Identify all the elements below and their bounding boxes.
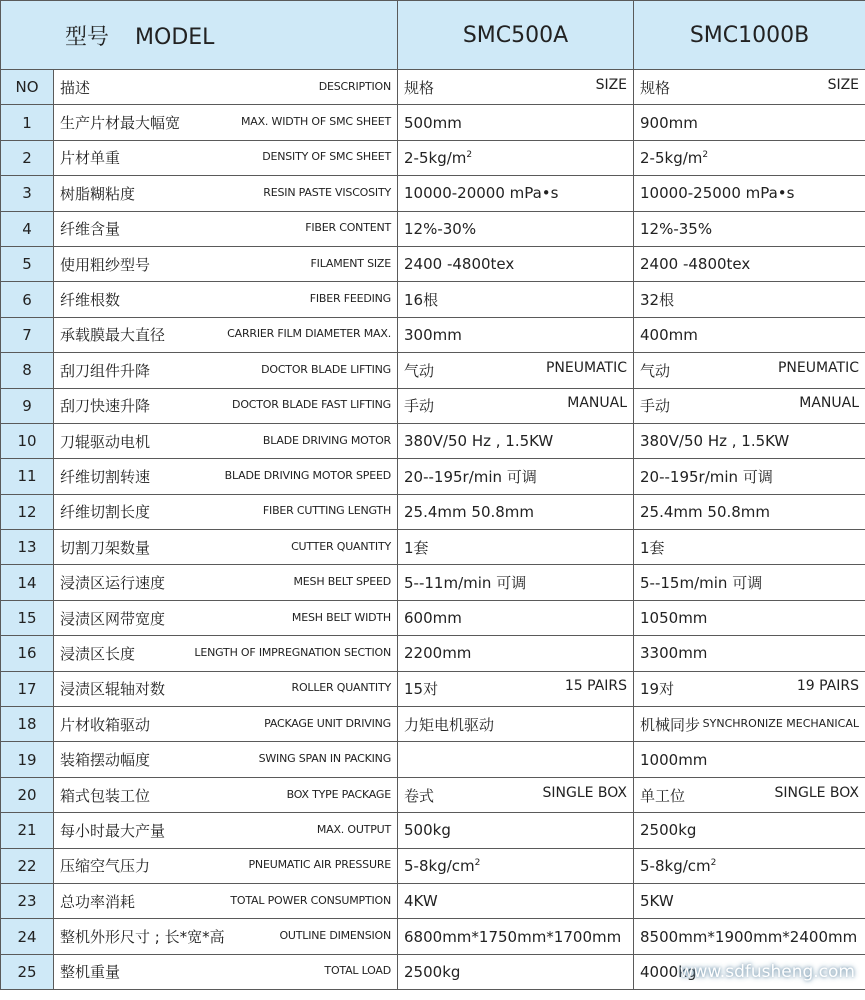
- value-a: 2500kg: [404, 962, 461, 981]
- row-number: 15: [1, 600, 54, 635]
- table-row: [1, 494, 865, 529]
- description-cn: 总功率消耗: [60, 892, 136, 911]
- value-b-cell: [634, 105, 865, 140]
- description-en: FILAMENT SIZE: [310, 256, 392, 270]
- value-b: 25.4mm 50.8mm: [640, 502, 771, 521]
- size-header-b-en: SIZE: [827, 76, 860, 93]
- table-row: [1, 919, 865, 954]
- row-description: [54, 211, 398, 246]
- table-row: [1, 317, 865, 352]
- row-description: [54, 742, 398, 777]
- value-b-cell: [634, 777, 865, 812]
- description-en: DOCTOR BLADE LIFTING: [261, 362, 392, 376]
- value-b-cell: [634, 140, 865, 175]
- value-b-cell: [634, 176, 865, 211]
- value-b: 3300mm: [640, 644, 708, 663]
- description-cn: 浸渍区网带宽度: [60, 609, 166, 628]
- value-b: 10000-25000 mPa•s: [640, 184, 795, 203]
- value-a-cell: [398, 848, 634, 883]
- value-a: 500kg: [404, 821, 451, 840]
- subheader-row: [1, 70, 865, 105]
- row-description: [54, 600, 398, 635]
- value-a: 卷式: [404, 786, 435, 805]
- table-row: [1, 883, 865, 918]
- row-number: 23: [1, 883, 54, 918]
- description-cn: 纤维含量: [60, 220, 121, 239]
- value-b-cell: [634, 565, 865, 600]
- table-row: [1, 636, 865, 671]
- description-cn: 切割刀架数量: [60, 538, 151, 557]
- row-number: 25: [1, 954, 54, 989]
- value-a-cell: [398, 388, 634, 423]
- table-row: [1, 282, 865, 317]
- description-en: FIBER CONTENT: [305, 221, 392, 235]
- row-description: [54, 494, 398, 529]
- table-row: [1, 707, 865, 742]
- value-b-cell: [634, 388, 865, 423]
- table-row: [1, 777, 865, 812]
- value-a: 1套: [404, 538, 429, 557]
- table-row: [1, 459, 865, 494]
- value-a-cell: [398, 813, 634, 848]
- row-number: 11: [1, 459, 54, 494]
- description-cn: 纤维根数: [60, 291, 121, 310]
- value-b-en: SYNCHRONIZE MECHANICAL: [702, 716, 860, 730]
- value-a-cell: [398, 317, 634, 352]
- row-number: 12: [1, 494, 54, 529]
- value-a-en: PNEUMATIC: [545, 359, 628, 376]
- value-a-cell: [398, 246, 634, 281]
- value-b: 1050mm: [640, 609, 708, 628]
- value-b-cell: [634, 707, 865, 742]
- description-cn: 纤维切割转速: [60, 467, 151, 486]
- table-row: [1, 530, 865, 565]
- model-header-cn: 型号: [65, 24, 110, 50]
- value-a: 300mm: [404, 325, 462, 344]
- value-a: 380V/50 Hz , 1.5KW: [404, 432, 554, 451]
- value-b-cell: [634, 282, 865, 317]
- row-description: [54, 459, 398, 494]
- size-header-a-en: SIZE: [595, 76, 628, 93]
- value-b: 8500mm*1900mm*2400mm: [640, 927, 858, 946]
- table-row: [1, 246, 865, 281]
- value-a: 25.4mm 50.8mm: [404, 502, 535, 521]
- value-b-en: PNEUMATIC: [777, 359, 860, 376]
- value-b-cell: [634, 423, 865, 458]
- row-description: [54, 919, 398, 954]
- description-en: CARRIER FILM DIAMETER MAX.: [227, 327, 392, 341]
- value-b: 5KW: [640, 892, 674, 911]
- description-cn: 箱式包装工位: [60, 786, 151, 805]
- row-description: [54, 954, 398, 989]
- value-a: $5-8kg/cm^2$: [404, 856, 481, 875]
- description-cn: 使用粗纱型号: [60, 255, 151, 274]
- description-en: DOCTOR BLADE FAST LIFTING: [232, 398, 392, 412]
- value-a: 500mm: [404, 113, 462, 132]
- row-number: 19: [1, 742, 54, 777]
- value-a-cell: [398, 459, 634, 494]
- value-b-cell: [634, 211, 865, 246]
- row-description: [54, 671, 398, 706]
- value-b-cell: [634, 883, 865, 918]
- row-number: 9: [1, 388, 54, 423]
- size-header-a: [398, 70, 634, 105]
- value-b: 机械同步: [640, 715, 701, 734]
- description-cn: 纤维切割长度: [60, 503, 151, 522]
- row-description: [54, 813, 398, 848]
- no-header: NO: [1, 70, 54, 105]
- row-description: [54, 707, 398, 742]
- value-a-cell: [398, 530, 634, 565]
- value-b-cell: [634, 530, 865, 565]
- value-a: 手动: [404, 397, 435, 416]
- description-en: RESIN PASTE VISCOSITY: [263, 185, 392, 199]
- value-a: 2400 -4800tex: [404, 255, 515, 274]
- row-description: [54, 105, 398, 140]
- size-header-a-cn: 规格: [404, 78, 435, 97]
- row-description: [54, 530, 398, 565]
- description-cn: 压缩空气压力: [60, 857, 151, 876]
- value-b: 气动: [640, 361, 671, 380]
- value-b-en: SINGLE BOX: [774, 784, 860, 801]
- value-b: 900mm: [640, 113, 698, 132]
- row-description: [54, 565, 398, 600]
- description-header-cn: 描述: [60, 78, 91, 97]
- value-b: $2-5kg/m^2$: [640, 148, 709, 167]
- value-b: 手动: [640, 397, 671, 416]
- value-b-cell: [634, 671, 865, 706]
- value-a: 4KW: [404, 892, 438, 911]
- description-en: TOTAL POWER CONSUMPTION: [230, 893, 392, 907]
- table-row: [1, 105, 865, 140]
- row-description: [54, 777, 398, 812]
- value-b: 20--195r/min 可调: [640, 467, 773, 486]
- value-b-cell: [634, 600, 865, 635]
- value-b: 5--15m/min 可调: [640, 574, 763, 593]
- value-b: 400mm: [640, 325, 698, 344]
- description-en: PACKAGE UNIT DRIVING: [264, 716, 392, 730]
- table-row: [1, 423, 865, 458]
- value-b: 1套: [640, 538, 665, 557]
- value-a-cell: [398, 777, 634, 812]
- model-header-en: MODEL: [135, 24, 215, 50]
- value-a-cell: [398, 494, 634, 529]
- value-a-cell: [398, 883, 634, 918]
- description-cn: 浸渍区长度: [60, 644, 136, 663]
- description-en: BOX TYPE PACKAGE: [286, 787, 392, 801]
- row-description: [54, 140, 398, 175]
- value-b-cell: [634, 494, 865, 529]
- row-number: 8: [1, 353, 54, 388]
- description-cn: 装箱摆动幅度: [60, 751, 151, 770]
- description-cn: 承载膜最大直径: [60, 326, 166, 345]
- header-row: [1, 1, 865, 70]
- value-a: 2200mm: [404, 644, 472, 663]
- row-number: 2: [1, 140, 54, 175]
- row-description: [54, 883, 398, 918]
- description-en: OUTLINE DIMENSION: [279, 929, 392, 943]
- description-cn: 刮刀快速升降: [60, 397, 151, 416]
- description-cn: 刮刀组件升降: [60, 361, 151, 380]
- row-number: 20: [1, 777, 54, 812]
- table-row: [1, 388, 865, 423]
- description-cn: 片材收箱驱动: [60, 715, 151, 734]
- superscript: 2: [710, 857, 717, 868]
- value-a-cell: [398, 954, 634, 989]
- table-row: [1, 176, 865, 211]
- value-a: 15对: [404, 680, 439, 699]
- row-number: 1: [1, 105, 54, 140]
- superscript: 2: [474, 857, 481, 868]
- value-a-cell: [398, 140, 634, 175]
- value-b-cell: [634, 919, 865, 954]
- row-description: [54, 423, 398, 458]
- value-b-cell: [634, 813, 865, 848]
- value-b: 32根: [640, 291, 675, 310]
- row-description: [54, 848, 398, 883]
- value-a-cell: [398, 211, 634, 246]
- description-en: FIBER FEEDING: [309, 292, 392, 306]
- model-header: [1, 1, 398, 70]
- row-number: 6: [1, 282, 54, 317]
- value-a-cell: [398, 707, 634, 742]
- value-a-cell: [398, 671, 634, 706]
- description-cn: 树脂糊粘度: [60, 184, 136, 203]
- description-en: SWING SPAN IN PACKING: [258, 752, 392, 766]
- row-number: 7: [1, 317, 54, 352]
- value-b: 2500kg: [640, 821, 697, 840]
- description-cn: 每小时最大产量: [60, 821, 166, 840]
- superscript: 2: [702, 149, 709, 160]
- description-en: MAX. OUTPUT: [316, 822, 392, 836]
- table-row: [1, 353, 865, 388]
- value-a-en: 15 PAIRS: [564, 678, 628, 695]
- row-number: 21: [1, 813, 54, 848]
- watermark: www.sdfusheng.com: [679, 962, 855, 982]
- table-row: [1, 848, 865, 883]
- value-b-cell: [634, 317, 865, 352]
- table-row: [1, 565, 865, 600]
- value-b-cell: [634, 848, 865, 883]
- description-cn: 刀辊驱动电机: [60, 432, 151, 451]
- description-cn: 片材单重: [60, 149, 121, 168]
- value-a: 12%-30%: [404, 219, 477, 238]
- description-cn: 整机外形尺寸 ; 长*宽*高: [60, 928, 225, 947]
- product-a-header: SMC500A: [398, 1, 634, 70]
- table-row: [1, 671, 865, 706]
- row-number: 13: [1, 530, 54, 565]
- value-b-cell: [634, 636, 865, 671]
- value-a: 5--11m/min 可调: [404, 574, 527, 593]
- row-number: 10: [1, 423, 54, 458]
- value-b-cell: [634, 459, 865, 494]
- row-number: 24: [1, 919, 54, 954]
- value-b: 2400 -4800tex: [640, 255, 751, 274]
- description-en: DENSITY OF SMC SHEET: [262, 150, 392, 164]
- row-number: 22: [1, 848, 54, 883]
- value-a-en: MANUAL: [567, 395, 628, 412]
- value-a: 6800mm*1750mm*1700mm: [404, 927, 622, 946]
- row-description: [54, 246, 398, 281]
- product-b-header: SMC1000B: [634, 1, 865, 70]
- value-a-cell: [398, 282, 634, 317]
- description-cn: 浸渍区运行速度: [60, 574, 166, 593]
- value-b-cell: [634, 246, 865, 281]
- description-header-en: DESCRIPTION: [318, 79, 392, 93]
- value-a: 16根: [404, 291, 439, 310]
- row-description: [54, 317, 398, 352]
- value-b: 1000mm: [640, 750, 708, 769]
- size-header-b-cn: 规格: [640, 78, 671, 97]
- description-cn: 浸渍区辊轴对数: [60, 680, 166, 699]
- row-number: 18: [1, 707, 54, 742]
- description-en: ROLLER QUANTITY: [291, 681, 392, 695]
- value-a: 气动: [404, 361, 435, 380]
- value-a-cell: [398, 600, 634, 635]
- row-description: [54, 388, 398, 423]
- row-number: 4: [1, 211, 54, 246]
- value-a-cell: [398, 353, 634, 388]
- value-b: 4000kg: [640, 962, 697, 981]
- row-number: 3: [1, 176, 54, 211]
- description-en: BLADE DRIVING MOTOR: [262, 433, 392, 447]
- value-b-en: 19 PAIRS: [796, 678, 860, 695]
- value-a-cell: [398, 176, 634, 211]
- value-b: 12%-35%: [640, 219, 713, 238]
- description-en: MAX. WIDTH OF SMC SHEET: [240, 115, 392, 129]
- row-description: [54, 176, 398, 211]
- value-b-cell: [634, 742, 865, 777]
- value-a-cell: [398, 423, 634, 458]
- value-b: 380V/50 Hz , 1.5KW: [640, 432, 790, 451]
- value-b: $5-8kg/cm^2$: [640, 856, 717, 875]
- description-en: FIBER CUTTING LENGTH: [262, 504, 392, 518]
- description-en: BLADE DRIVING MOTOR SPEED: [224, 468, 392, 482]
- value-a: 10000-20000 mPa•s: [404, 184, 559, 203]
- description-en: MESH BELT SPEED: [293, 575, 392, 589]
- value-a-cell: [398, 742, 634, 777]
- table-row: [1, 140, 865, 175]
- value-a: 600mm: [404, 609, 462, 628]
- description-en: CUTTER QUANTITY: [291, 539, 392, 553]
- table-row: [1, 742, 865, 777]
- description-en: MESH BELT WIDTH: [291, 610, 392, 624]
- value-b: 单工位: [640, 786, 686, 805]
- value-a: 20--195r/min 可调: [404, 467, 537, 486]
- row-number: 17: [1, 671, 54, 706]
- description-header: [54, 70, 398, 105]
- size-header-b: [634, 70, 865, 105]
- value-a: 力矩电机驱动: [404, 715, 495, 734]
- row-description: [54, 353, 398, 388]
- description-cn: 生产片材最大幅宽: [60, 114, 181, 133]
- value-a-en: SINGLE BOX: [542, 784, 628, 801]
- value-a: $2-5kg/m^2$: [404, 148, 473, 167]
- description-en: LENGTH OF IMPREGNATION SECTION: [194, 645, 392, 659]
- row-number: 5: [1, 246, 54, 281]
- value-b-en: MANUAL: [799, 395, 860, 412]
- value-a-cell: [398, 105, 634, 140]
- table-row: [1, 813, 865, 848]
- superscript: 2: [466, 149, 473, 160]
- value-a-cell: [398, 565, 634, 600]
- table-row: [1, 211, 865, 246]
- row-number: 16: [1, 636, 54, 671]
- description-cn: 整机重量: [60, 963, 121, 982]
- table-row: [1, 600, 865, 635]
- row-number: 14: [1, 565, 54, 600]
- value-b: 19对: [640, 680, 675, 699]
- row-description: [54, 636, 398, 671]
- description-en: TOTAL LOAD: [324, 964, 392, 978]
- value-a-cell: [398, 636, 634, 671]
- row-description: [54, 282, 398, 317]
- value-b-cell: [634, 353, 865, 388]
- value-a-cell: [398, 919, 634, 954]
- description-en: PNEUMATIC AIR PRESSURE: [248, 858, 392, 872]
